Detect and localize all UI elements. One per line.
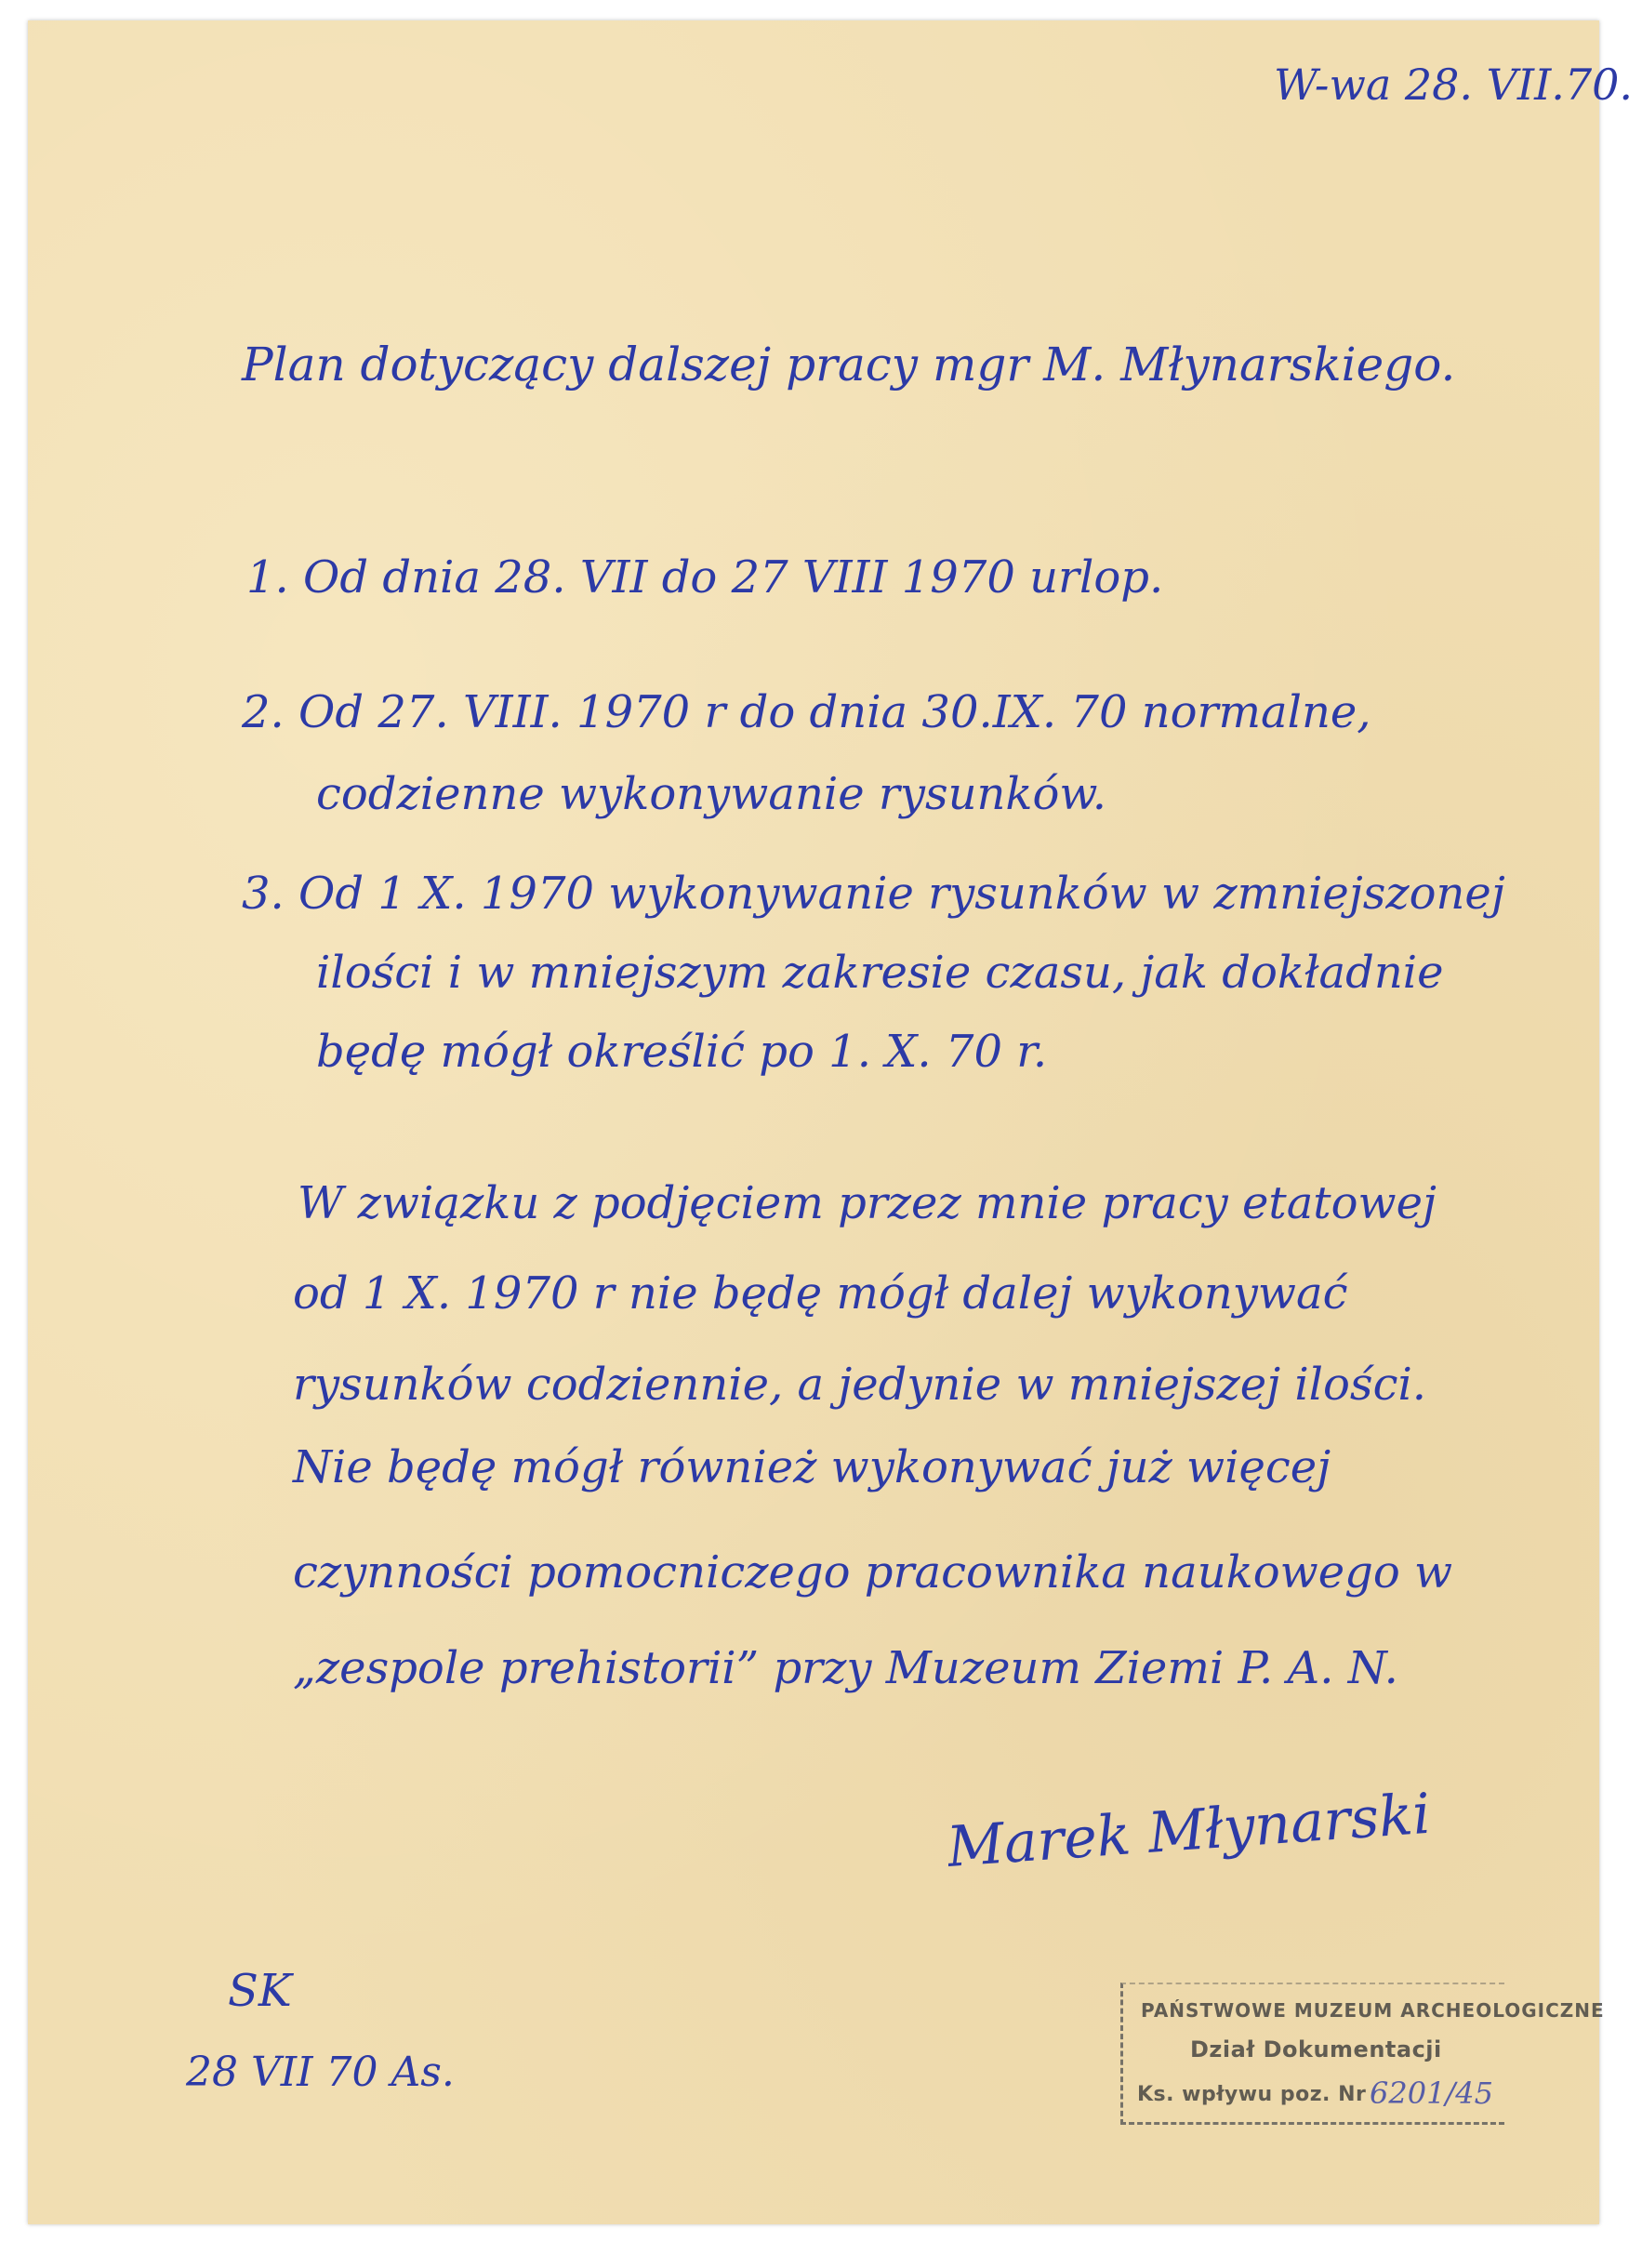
- plan-item-2: 2. Od 27. VIII. 1970 r do dnia 30.IX. 70 normalne,: [242, 686, 1371, 738]
- plan-item-3-continuation: ilości i w mniejszym zakresie czasu, jak dokładnie: [316, 947, 1444, 999]
- document-title: Plan dotyczący dalszej pracy mgr M. Młynarskiego.: [242, 338, 1456, 391]
- paragraph-line: czynności pomocniczego pracownika naukowego w: [293, 1546, 1453, 1598]
- receipt-date-note: 28 VII 70 As.: [186, 2049, 455, 2096]
- plan-item-1: 1. Od dnia 28. VII do 27 VIII 1970 urlop.: [246, 551, 1164, 603]
- signature-text: Marek Młynarski: [948, 1781, 1433, 1880]
- plan-item-2-continuation: codzienne wykonywanie rysunków.: [316, 768, 1107, 820]
- stamp-register-number: 6201/45: [1370, 2076, 1493, 2111]
- paragraph-line: W związku z podjęciem przez mnie pracy etatowej: [298, 1177, 1437, 1229]
- signature: [948, 1778, 1450, 1899]
- paragraph-line: rysunków codziennie, a jedynie w mniejszej ilości.: [293, 1359, 1427, 1411]
- stamp-institution: PAŃSTWOWE MUZEUM ARCHEOLOGICZNE: [1141, 1999, 1605, 2022]
- document-page: [28, 20, 1634, 2224]
- paragraph-line: „zespole prehistorii” przy Muzeum Ziemi P. A. N.: [293, 1642, 1398, 1694]
- paragraph-line: od 1 X. 1970 r nie będę mógł dalej wykonywać: [293, 1267, 1348, 1320]
- document-date: W-wa 28. VII.70.: [1274, 60, 1634, 110]
- initials-note: SK: [228, 1965, 292, 2017]
- plan-item-3: 3. Od 1 X. 1970 wykonywanie rysunków w zmniejszonej: [242, 868, 1505, 920]
- registry-stamp: [1120, 1983, 1605, 2122]
- plan-item-3-continuation: będę mógł określić po 1. X. 70 r.: [316, 1026, 1048, 1078]
- paragraph-line: Nie będę mógł również wykonywać już więcej: [293, 1441, 1331, 1493]
- stamp-register-label: Ks. wpływu poz. Nr: [1137, 2083, 1367, 2106]
- stamp-department: Dział Dokumentacji: [1190, 2036, 1442, 2062]
- signature-drawing: [948, 1778, 1450, 1899]
